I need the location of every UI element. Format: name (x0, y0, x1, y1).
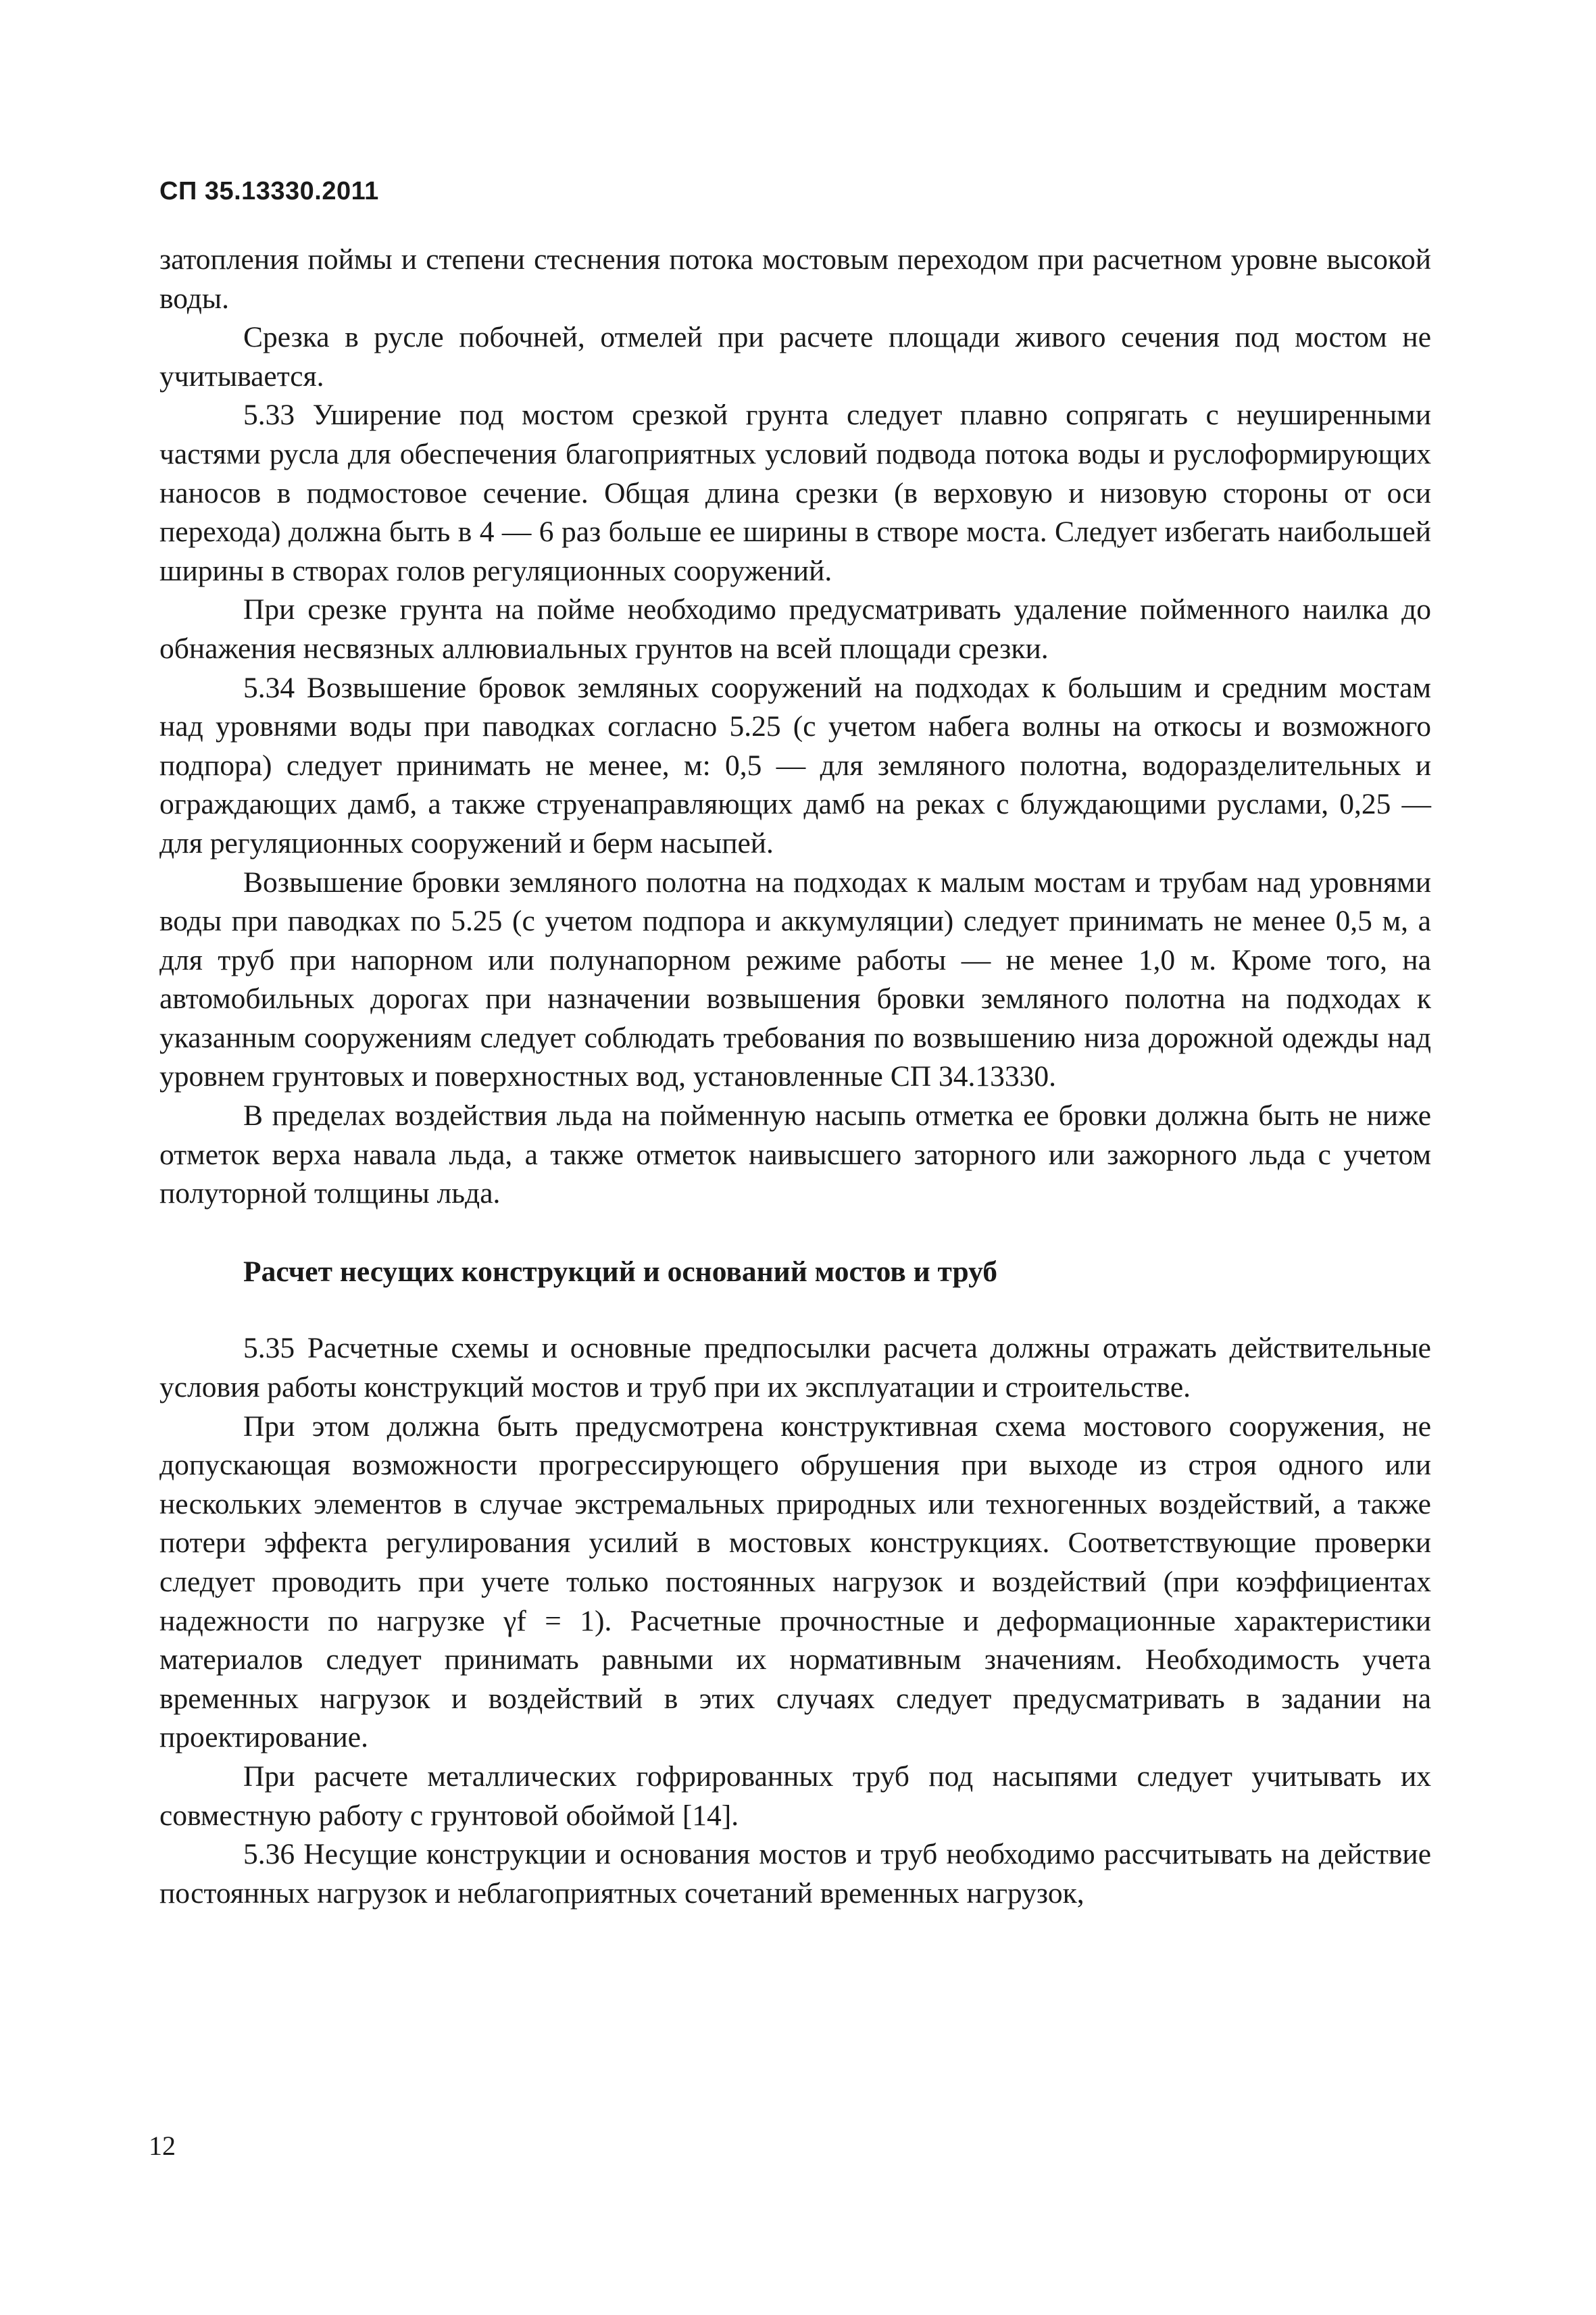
paragraph: Срезка в русле побочней, отмелей при расчете площади живого сечения под мостом не учитывается. (159, 321, 1431, 393)
paragraph-5-35: 5.35 Расчетные схемы и основные предпосылки расчета должны отражать действительные условия работы конструкций мостов и труб при их эксплуатации и строительстве. (159, 1332, 1431, 1404)
paragraph: Возвышение бровки земляного полотна на подходах к малым мостам и трубам над уровнями воды при паводках по 5.25 (с учетом подпора и аккумуляции) следует принимать не менее 0,5 м, а для труб при напорном или полунапорном режиме работы — не менее 1,0 м. Кроме того, на автомобильных дорогах при назначении возвышения бровки земляного полотна на подходах к указанным сооружениям следует соблюдать требования по возвышению низа дорожной одежды над уровнем грунтовых и поверхностных вод, установленные СП 34.13330. (159, 866, 1431, 1093)
section-heading: Расчет несущих конструкций и оснований мостов и труб (243, 1255, 998, 1288)
paragraph-5-33: 5.33 Уширение под мостом срезкой грунта следует плавно сопрягать с неуширенными частями русла для обеспечения благоприятных условий подвода потока воды и руслоформирующих наносов в подмостовое сечение. Общая длина срезки (в верховую и низовую стороны от оси перехода) должна быть в 4 — 6 раз больше ее ширины в створе моста. Следует избегать наибольшей ширины в створах голов регуляционных сооружений. (159, 399, 1431, 587)
paragraph-5-34: 5.34 Возвышение бровок земляных сооружений на подходах к большим и средним мостам над уровнями воды при паводках согласно 5.25 (с учетом набега волны на откосы и возможного подпора) следует принимать не менее, м: 0,5 — для земляного полотна, водоразделительных и ограждающих дамб, а также струенаправляющих дамб на реках с блуждающими руслами, 0,25 — для регуляционных сооружений и берм насыпей. (159, 671, 1431, 860)
page-number: 12 (149, 2131, 176, 2161)
paragraph: При расчете металлических гофрированных труб под насыпями следует учитывать их совместную работу с грунтовой обоймой [14]. (159, 1760, 1431, 1832)
paragraph: При этом должна быть предусмотрена конструктивная схема мостового сооружения, не допускающая возможности прогрессирующего обрушения при выходе из строя одного или нескольких элементов в случае экстремальных природных или техногенных воздействий, а также потери эффекта регулирования усилий в мостовых конструкциях. Соответствующие проверки следует проводить при учете только постоянных нагрузок и воздействий (при коэффициентах надежности по нагрузке γf = 1). Расчетные прочностные и деформационные характеристики материалов следует принимать равными их нормативным значениям. Необходимость учета временных нагрузок и воздействий в этих случаях следует предусматривать в задании на проектирование. (159, 1410, 1431, 1754)
paragraph-5-36: 5.36 Несущие конструкции и основания мостов и труб необходимо рассчитывать на действие постоянных нагрузок и неблагоприятных сочетаний временных нагрузок, (159, 1838, 1431, 1910)
paragraph: затопления поймы и степени стеснения потока мостовым переходом при расчетном уровне высокой воды. (159, 243, 1431, 315)
document-code: СП 35.13330.2011 (159, 177, 379, 205)
paragraph: В пределах воздействия льда на пойменную насыпь отметка ее бровки должна быть не ниже отметок верха навала льда, а также отметок наивысшего заторного или зажорного льда с учетом полуторной толщины льда. (159, 1099, 1431, 1210)
document-body (159, 241, 1431, 1913)
paragraph: При срезке грунта на пойме необходимо предусматривать удаление пойменного наилка до обнажения несвязных аллювиальных грунтов на всей площади срезки. (159, 593, 1431, 665)
